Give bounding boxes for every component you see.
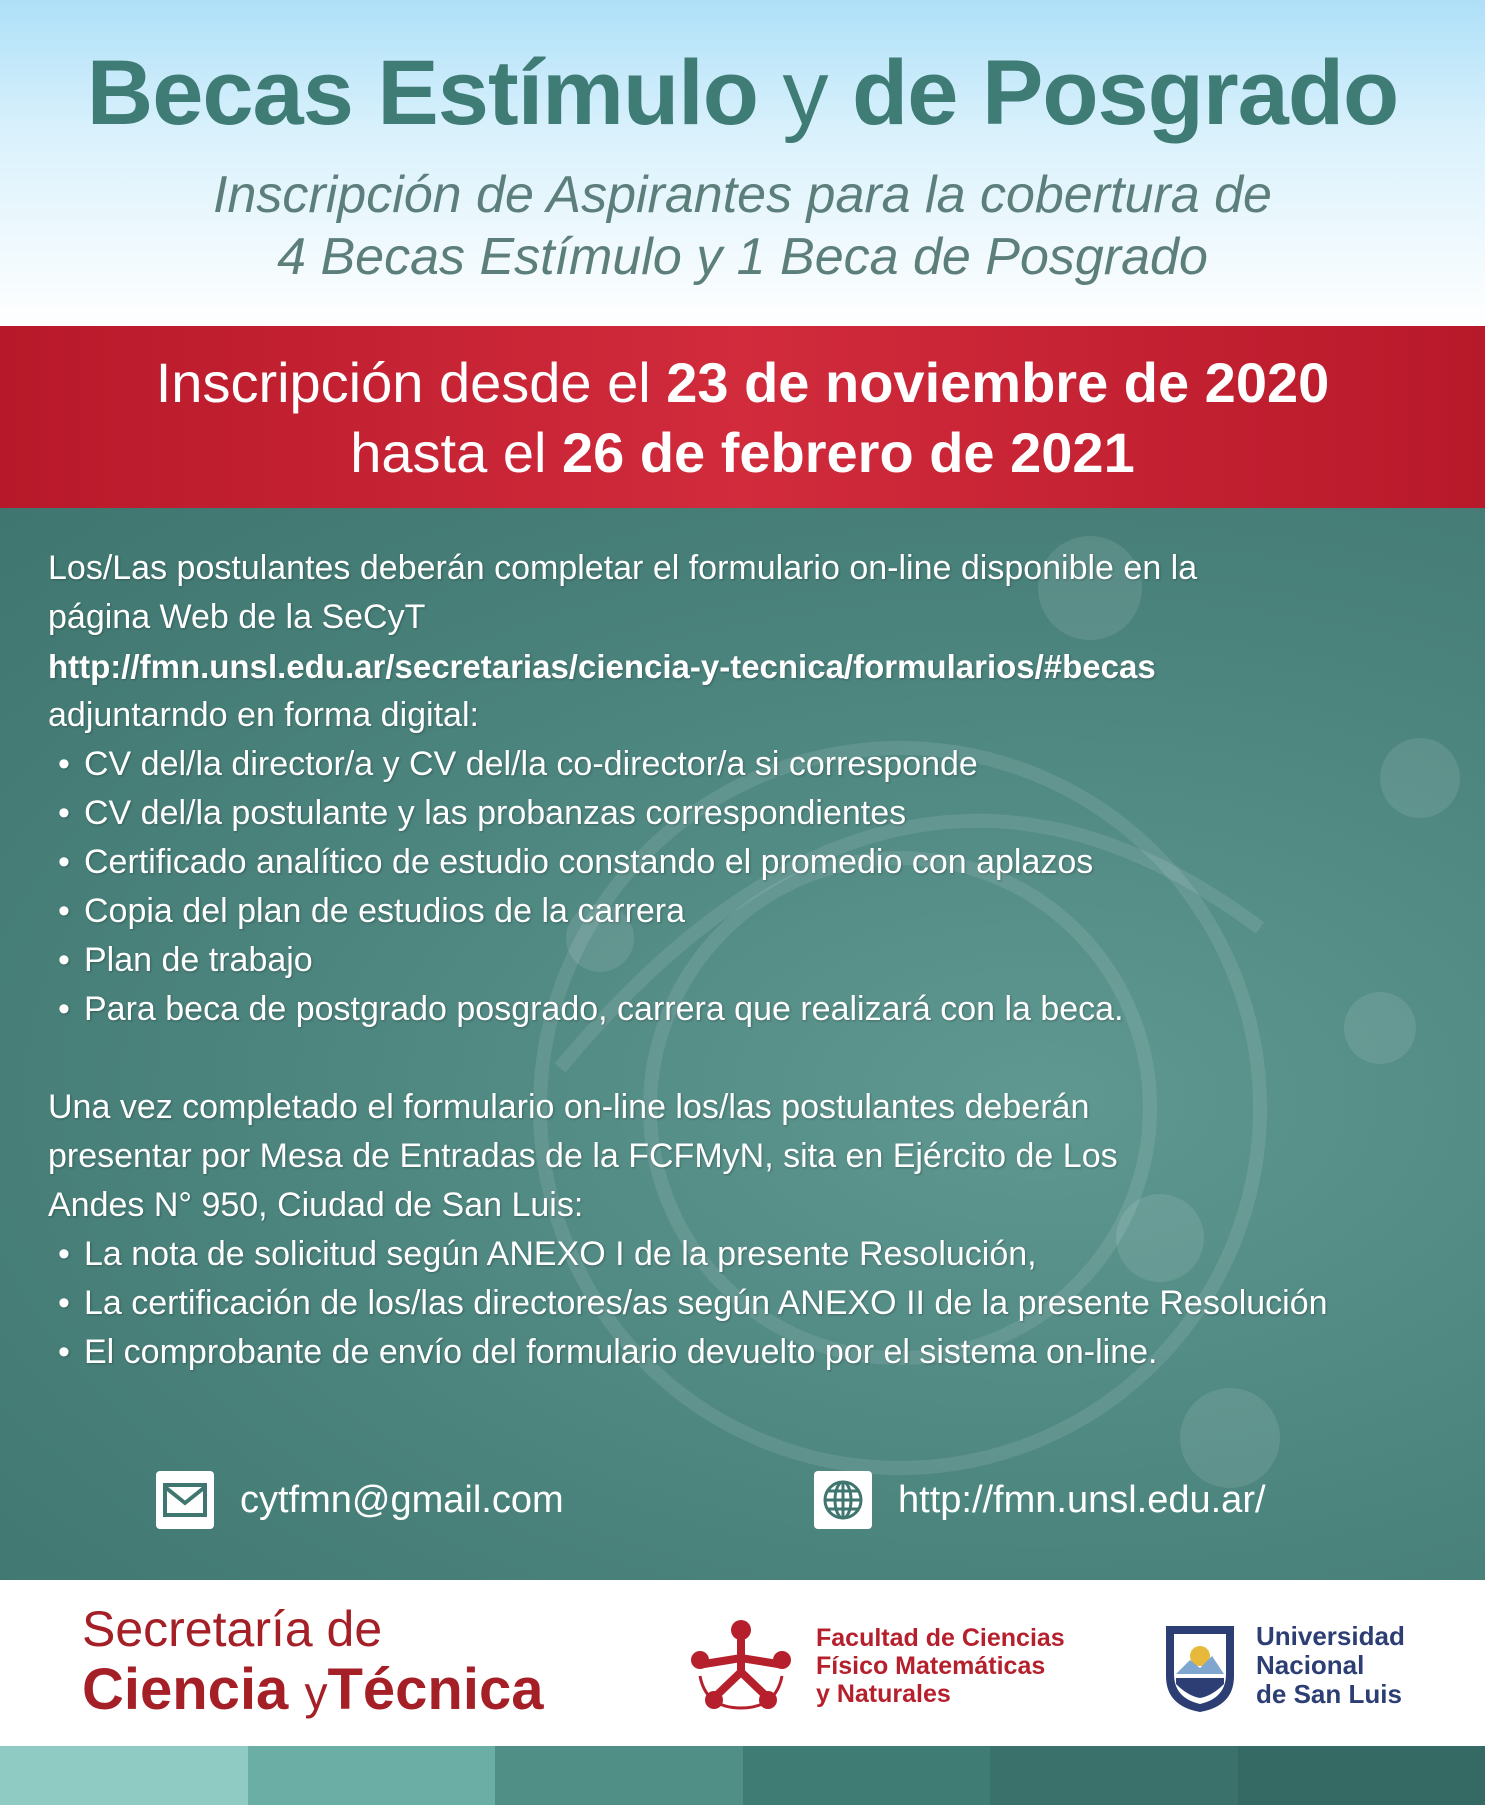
universidad-logo (1160, 1621, 1405, 1719)
universidad-line-2: Nacional (1256, 1650, 1365, 1680)
title-part-a: Becas Estímulo (86, 42, 758, 144)
facultad-line-2: Físico Matemáticas (816, 1652, 1046, 1680)
list-item: • Para beca de postgrado posgrado, carrera que realizará con la beca. (48, 985, 1448, 1034)
facultad-line-3: y Naturales (816, 1680, 951, 1708)
date-from-label: Inscripción desde el (155, 351, 651, 414)
intro-line-2: página Web de la SeCyT (48, 598, 426, 636)
facultad-logo (686, 1616, 1065, 1717)
attach-label: adjuntarndo en forma digital: (48, 696, 479, 734)
list-item: • La nota de solicitud según ANEXO I de la presente Resolución, (48, 1230, 1448, 1279)
page-title (0, 38, 1485, 148)
universidad-line-3: de San Luis (1256, 1679, 1402, 1709)
mail-icon (156, 1471, 214, 1529)
subtitle-line-1: Inscripción de Aspirantes para la cobertura de (213, 166, 1272, 224)
date-to-label: hasta el (350, 421, 547, 484)
secretaria-tecnica: Técnica (327, 1657, 544, 1722)
color-bar (743, 1746, 991, 1805)
title-y: y (782, 42, 828, 144)
dates-band (0, 326, 1485, 508)
color-bar (248, 1746, 496, 1805)
date-to: 26 de febrero de 2021 (561, 421, 1135, 484)
list-item: • Copia del plan de estudios de la carrera (48, 887, 1448, 936)
color-bar (495, 1746, 743, 1805)
digital-requirements-list (48, 740, 1448, 1034)
second-line-2: presentar por Mesa de Entradas de la FCFMyN, sita en Ejército de Los (48, 1137, 1118, 1175)
universidad-line-1: Universidad (1256, 1621, 1405, 1651)
universidad-name (1256, 1622, 1456, 1709)
date-from: 23 de noviembre de 2020 (666, 351, 1330, 414)
intro-line-1: Los/Las postulantes deberán completar el formulario on-line disponible en la (48, 549, 1198, 587)
paper-requirements-list (48, 1230, 1448, 1377)
dates-line-2 (0, 420, 1485, 486)
info-text (48, 544, 1448, 1377)
form-url-link[interactable]: http://fmn.unsl.edu.ar/secretarias/ciencia-y-tecnica/formularios/#becas (48, 648, 1156, 685)
color-bar (1238, 1746, 1485, 1805)
second-line-3: Andes N° 950, Ciudad de San Luis: (48, 1186, 584, 1224)
secretaria-ciencia: Ciencia (82, 1657, 289, 1722)
globe-icon (814, 1471, 872, 1529)
secretaria-line-1: Secretaría de (82, 1601, 383, 1657)
facultad-emblem-icon (686, 1616, 796, 1712)
list-item: • Plan de trabajo (48, 936, 1448, 985)
facultad-name (816, 1624, 1116, 1708)
list-item: • El comprobante de envío del formulario devuelto por el sistema on-line. (48, 1328, 1448, 1377)
header (0, 0, 1485, 326)
subtitle (0, 164, 1485, 288)
footer (0, 1580, 1485, 1746)
contact-web[interactable] (814, 1470, 1266, 1530)
list-item: • La certificación de los/las directores/as según ANEXO II de la presente Resolución (48, 1279, 1424, 1328)
secretaria-logo (82, 1600, 543, 1725)
color-bars (0, 1746, 1485, 1805)
second-line-1: Una vez completado el formulario on-line los/las postulantes deberán (48, 1088, 1090, 1126)
list-item: • CV del/la postulante y las probanzas correspondientes (48, 789, 1448, 838)
email-address[interactable]: cytfmn@gmail.com (240, 1478, 564, 1521)
dates-line-1 (0, 350, 1485, 416)
university-shield-icon (1160, 1622, 1240, 1714)
list-item: • Certificado analítico de estudio constando el promedio con aplazos (48, 838, 1448, 887)
title-part-b: de Posgrado (852, 42, 1399, 144)
secretaria-line-2 (82, 1658, 543, 1725)
facultad-line-1: Facultad de Ciencias (816, 1624, 1065, 1652)
contact-email[interactable] (156, 1470, 564, 1530)
list-item: • CV del/la director/a y CV del/la co-director/a si corresponde (48, 740, 1448, 789)
info-panel (0, 508, 1485, 1580)
color-bar (990, 1746, 1238, 1805)
website-link[interactable]: http://fmn.unsl.edu.ar/ (898, 1478, 1266, 1521)
secretaria-y: y (304, 1667, 328, 1719)
color-bar (0, 1746, 248, 1805)
subtitle-line-2: 4 Becas Estímulo y 1 Beca de Posgrado (277, 228, 1208, 286)
